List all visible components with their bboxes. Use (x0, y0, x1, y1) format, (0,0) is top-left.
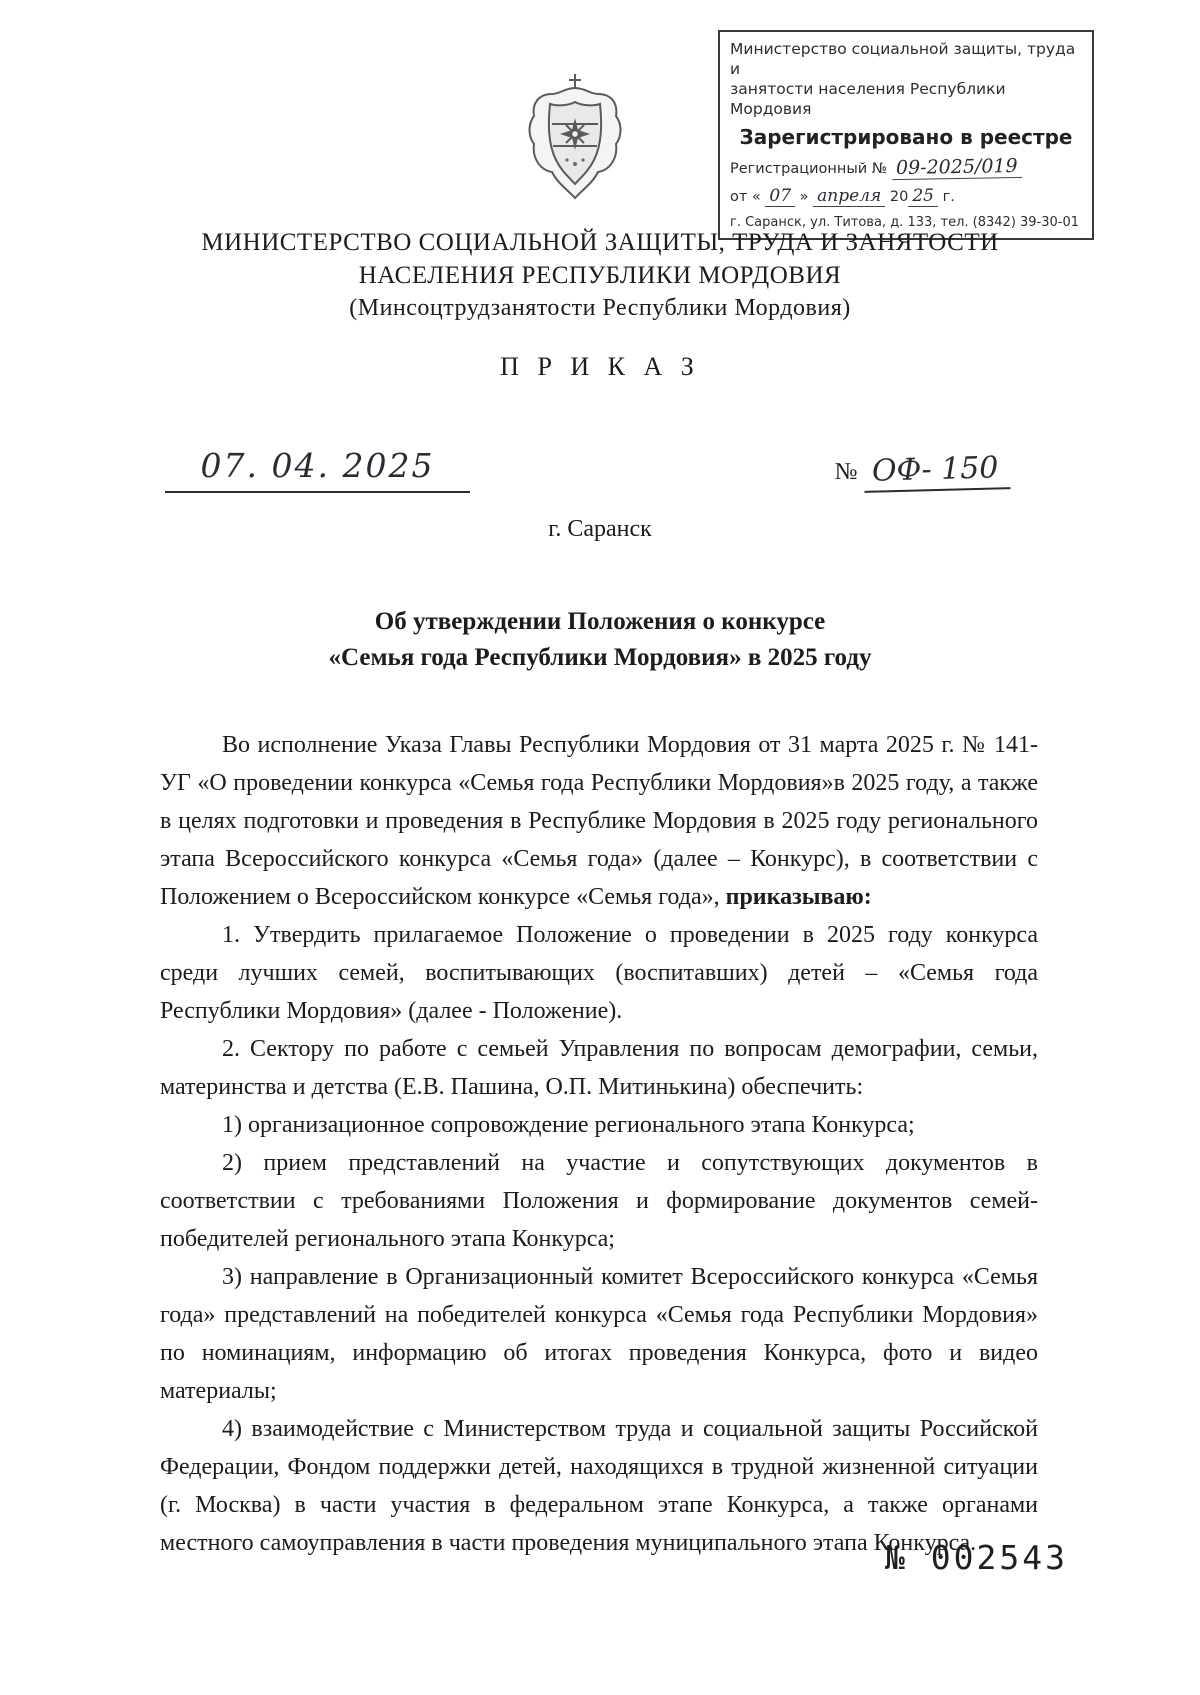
order-title (0, 604, 1200, 676)
ministry-name-line1: МИНИСТЕРСТВО СОЦИАЛЬНОЙ ЗАЩИТЫ, ТРУДА И ЗАНЯТОСТИ (201, 229, 999, 256)
paragraph-subitem-2: 2) прием представлений на участие и сопутствующих документов в соответствии с требованиями Положения и формирование документов семей-победителей регионального этапа Конкурса; (160, 1150, 1038, 1252)
stamp-date-from-label: от « (730, 189, 761, 205)
stamp-org-line2: занятости населения Республики Мордовия (730, 80, 1006, 118)
stamp-reg-number-value: 09-2025/019 (891, 155, 1021, 180)
stamp-address: г. Саранск, ул. Титова, д. 133, тел. (8342) 39-30-01 (730, 215, 1080, 230)
paragraph-intro-bold: приказываю: (725, 884, 872, 910)
ministry-short-name: (Минсоцтрудзанятости Республики Мордовия) (349, 295, 851, 321)
document-type-title: П Р И К А З (500, 352, 700, 381)
stamp-registered-title: Зарегистрировано в реестре (739, 125, 1073, 149)
paragraph-intro (160, 726, 1038, 916)
order-body (160, 726, 1038, 1562)
paragraph-subitem-1: 1) организационное сопровождение регионального этапа Конкурса; (222, 1112, 915, 1138)
stamp-date-year: 25 (908, 186, 938, 207)
city-label: г. Саранск (548, 516, 652, 542)
stamp-reg-number-label: Регистрационный № (730, 161, 887, 177)
stamp-date-line (730, 186, 1082, 207)
paragraph-intro-text: Во исполнение Указа Главы Республики Мордовия от 31 марта 2025 г. № 141-УГ «О проведении конкурса «Семья года Республики Мордовия»в 2025 году, а также в целях подготовки и проведения в Республике Мордовия в 2025 году регионального этапа Всероссийского конкурса «Семья года» (далее – Конкурс), в соответствии с Положением о Всероссийском конкурсе «Семья года», (160, 732, 1038, 910)
document-number (835, 452, 1010, 491)
page-stamp-number: № 002543 (885, 1538, 1068, 1577)
stamp-org-name (730, 39, 1082, 119)
stamp-date-year-prefix: 20 (889, 189, 909, 205)
stamp-date-close-quote: » (799, 189, 809, 205)
order-title-line2: «Семья года Республики Мордовия» в 2025 году (328, 644, 872, 671)
date-number-row (160, 446, 1038, 498)
stamp-date-month: апреля (813, 186, 885, 207)
stamp-org-line1: Министерство социальной защиты, труда и (730, 40, 1076, 78)
document-number-value: ОФ- 150 (863, 450, 1010, 493)
ministry-name-line2: НАСЕЛЕНИЯ РЕСПУБЛИКИ МОРДОВИЯ (358, 262, 842, 289)
paragraph-item-1: 1. Утвердить прилагаемое Положение о проведении в 2025 году конкурса среди лучших семей, воспитывающих (воспитавших) детей – «Семья года Республики Мордовия» (далее - Положение). (160, 922, 1038, 1024)
paragraph-item-2: 2. Сектору по работе с семьей Управления по вопросам демографии, семьи, материнства и детства (Е.В. Пашина, О.П. Митинькина) обеспечить: (160, 1036, 1038, 1100)
handwritten-date: 07. 04. 2025 (165, 446, 470, 493)
paragraph-subitem-3: 3) направление в Организационный комитет Всероссийского конкурса «Семья года» представлений на победителей конкурса «Семья года Республики Мордовия» по номинациям, информацию об итогах проведения Конкурса, фото и видео материалы; (160, 1264, 1038, 1404)
order-title-line1: Об утверждении Положения о конкурсе (374, 608, 826, 635)
stamp-date-year-suffix: г. (942, 189, 955, 205)
ministry-header (0, 226, 1200, 325)
document-number-label: № (834, 459, 858, 485)
paragraph-subitem-4: 4) взаимодействие с Министерством труда и социальной защиты Российской Федерации, Фондом поддержки детей, находящихся в трудной жизненной ситуации (г. Москва) в части участия в федеральном этапе Конкурса, а также органами местного самоуправления в части проведения муниципального этапа Конкурса. (160, 1416, 1038, 1556)
registration-stamp (718, 30, 1094, 240)
coat-of-arms-icon (522, 72, 628, 206)
stamp-reg-number-line (730, 156, 1082, 179)
stamp-date-day: 07 (765, 186, 795, 207)
